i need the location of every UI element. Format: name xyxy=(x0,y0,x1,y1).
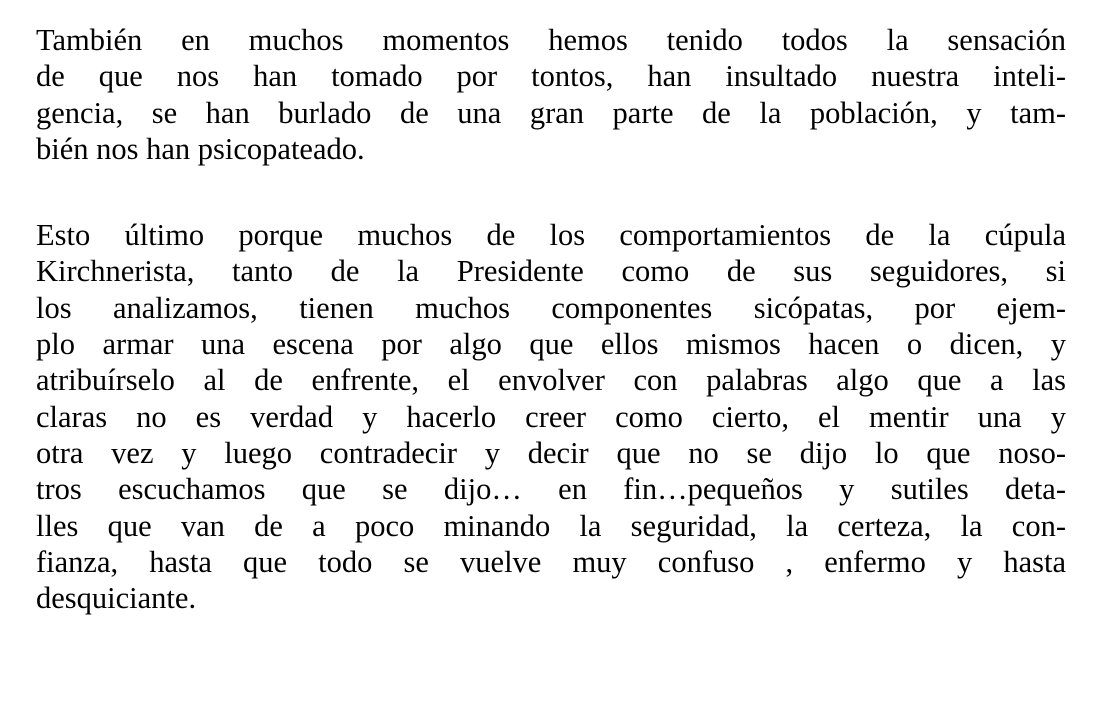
text-line: de que nos han tomado por tontos, han insultado nuestra inteli- xyxy=(36,59,1066,94)
text-line: fianza, hasta que todo se vuelve muy confuso , enfermo y hasta xyxy=(36,544,1066,579)
paragraph-1 xyxy=(36,22,1066,167)
text-line: lles que van de a poco minando la seguridad, la certeza, la con- xyxy=(36,508,1066,543)
text-line: desquiciante. xyxy=(36,581,197,616)
text-line: Esto último porque muchos de los comportamientos de la cúpula xyxy=(36,218,1066,253)
text-line: gencia, se han burlado de una gran parte de la población, y tam- xyxy=(36,95,1066,130)
text-line: atribuírselo al de enfrente, el envolver con palabras algo que a las xyxy=(36,363,1066,398)
text-line: tros escuchamos que se dijo… en fin…pequeños y sutiles deta- xyxy=(36,472,1066,507)
text-line: bién nos han psicopateado. xyxy=(36,131,365,166)
text-line: plo armar una escena por algo que ellos mismos hacen o dicen, y xyxy=(36,327,1066,362)
text-line: los analizamos, tienen muchos componentes sicópatas, por ejem- xyxy=(36,290,1066,325)
document-page xyxy=(36,22,1066,616)
paragraph-2 xyxy=(36,217,1066,616)
text-line: otra vez y luego contradecir y decir que no se dijo lo que noso- xyxy=(36,435,1066,470)
text-line: claras no es verdad y hacerlo creer como cierto, el mentir una y xyxy=(36,399,1066,434)
text-line: También en muchos momentos hemos tenido todos la sensación xyxy=(36,23,1066,57)
text-line: Kirchnerista, tanto de la Presidente como de sus seguidores, si xyxy=(36,254,1066,289)
